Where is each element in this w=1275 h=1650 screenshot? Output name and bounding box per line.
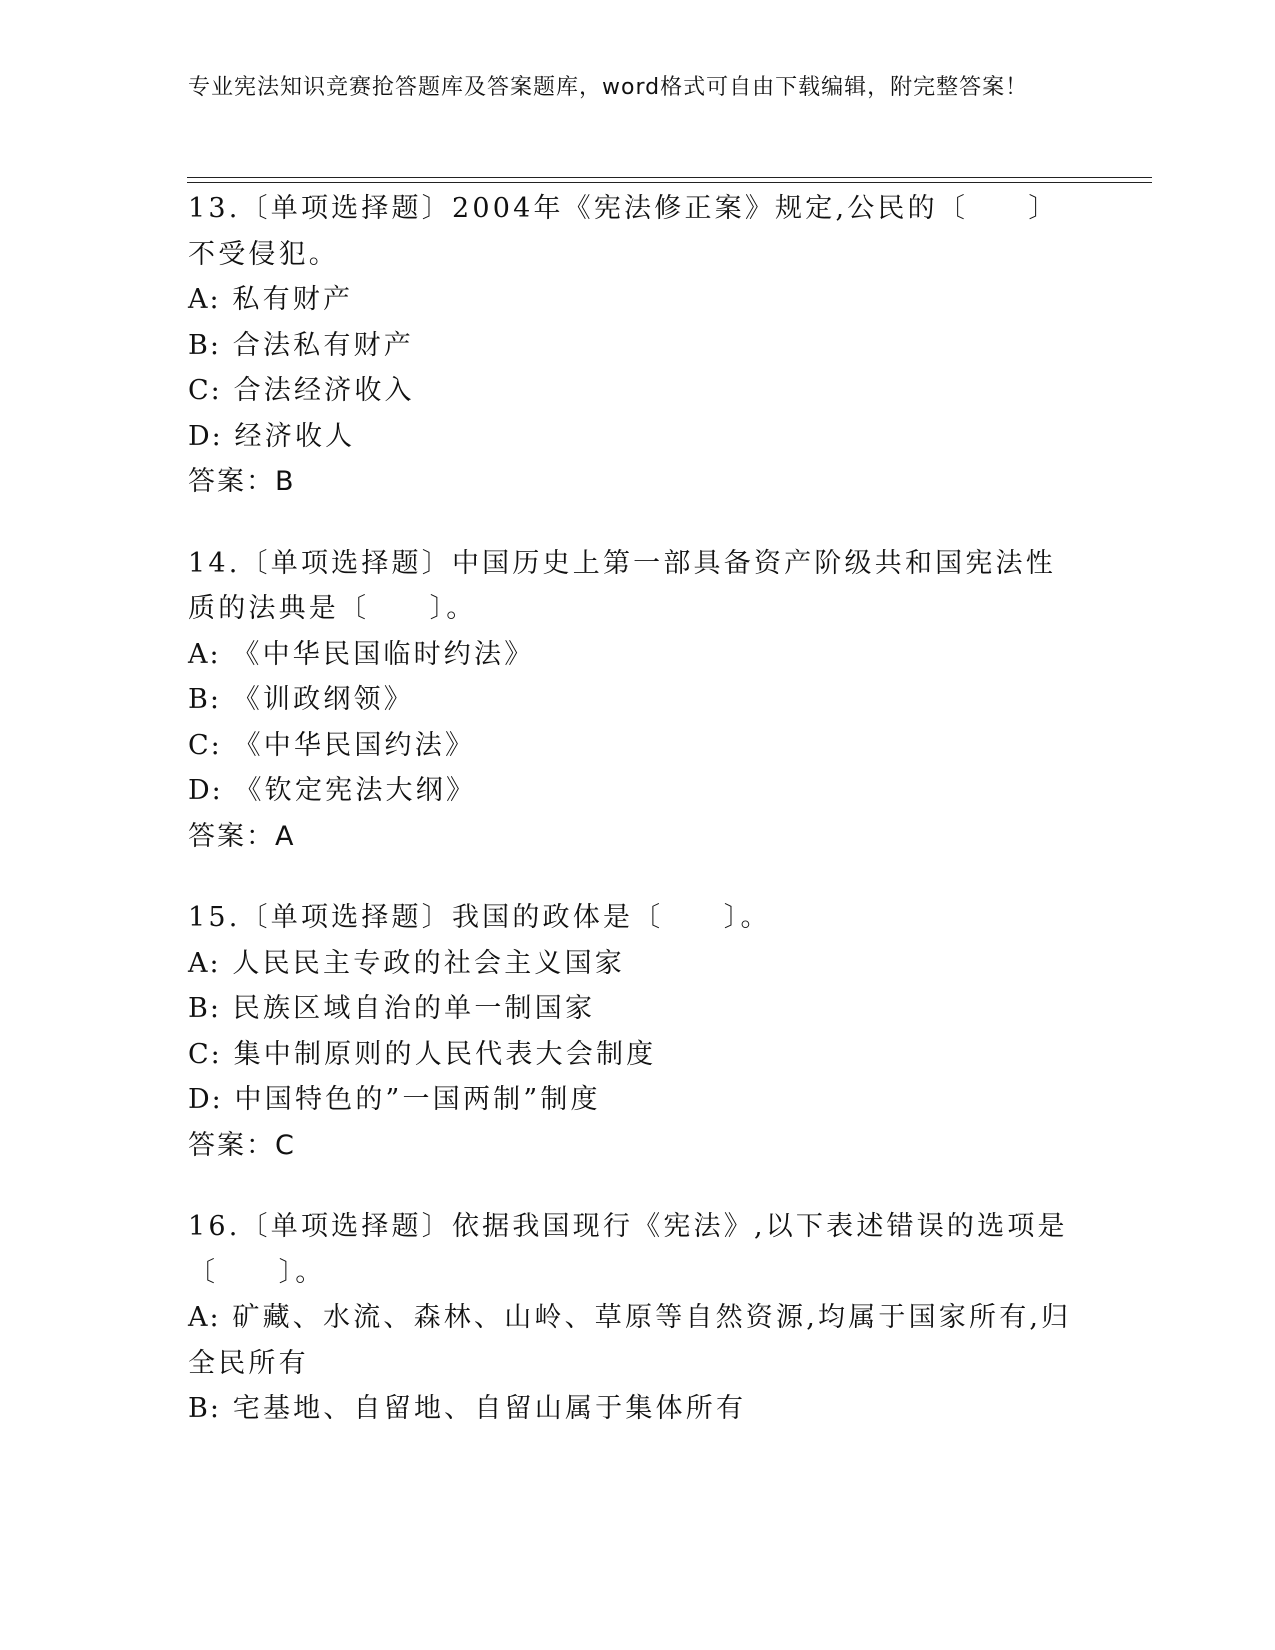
option-label: B: <box>188 1393 221 1424</box>
option-label: D: <box>188 1084 223 1115</box>
option-text: 矿藏、水流、森林、山岭、草原等自然资源,均属于国家所有,归全民所有 <box>188 1302 1072 1379</box>
option-text: 宅基地、自留地、自留山属于集体所有 <box>232 1393 747 1424</box>
option-b <box>188 986 1088 1032</box>
option-label: C: <box>188 375 222 406</box>
option-text: 中国特色的”一国两制”制度 <box>234 1084 601 1115</box>
question-stem: 14.〔单项选择题〕中国历史上第一部具备资产阶级共和国宪法性质的法典是〔 〕。 <box>188 547 1056 624</box>
page-header: 专业宪法知识竞赛抢答题库及答案题库，word格式可自由下载编辑，附完整答案！ <box>188 75 1029 100</box>
question-stem: 15.〔单项选择题〕我国的政体是〔 〕。 <box>188 902 771 933</box>
option-text: 《中华民国约法》 <box>233 729 476 761</box>
option-label: C: <box>188 1038 222 1070</box>
option-text: 经济收人 <box>234 420 356 452</box>
answer-line: 答案：C <box>188 1129 296 1161</box>
option-d <box>188 414 1088 460</box>
question-15 <box>188 895 1088 1168</box>
option-label: C: <box>188 729 222 761</box>
option-text: 《训政纲领》 <box>232 684 414 715</box>
option-label: A: <box>188 284 221 315</box>
question-stem: 16.〔单项选择题〕依据我国现行《宪法》,以下表述错误的选项是〔 〕。 <box>188 1211 1068 1288</box>
option-label: A: <box>188 1302 221 1333</box>
question-list <box>188 186 1088 1468</box>
option-b <box>188 323 1088 369</box>
question-13 <box>188 186 1088 505</box>
option-d <box>188 768 1088 814</box>
question-14 <box>188 541 1088 860</box>
option-a <box>188 1295 1088 1386</box>
header-rule-bottom <box>187 182 1152 183</box>
option-a <box>188 941 1088 987</box>
option-a <box>188 277 1088 323</box>
option-label: B: <box>188 329 221 361</box>
option-d <box>188 1077 1088 1123</box>
option-c <box>188 723 1088 769</box>
option-text: 民族区域自治的单一制国家 <box>232 993 596 1024</box>
option-text: 人民民主专政的社会主义国家 <box>232 947 626 979</box>
option-text: 合法私有财产 <box>232 329 414 361</box>
option-b <box>188 1386 1088 1432</box>
option-label: B: <box>188 993 221 1024</box>
option-label: D: <box>188 775 223 806</box>
option-text: 《中华民国临时约法》 <box>232 638 535 670</box>
option-c <box>188 1032 1088 1078</box>
option-c <box>188 368 1088 414</box>
option-a <box>188 632 1088 678</box>
answer-line: 答案：A <box>188 820 296 852</box>
answer-line: 答案：B <box>188 466 296 497</box>
option-b <box>188 677 1088 723</box>
option-text: 《钦定宪法大纲》 <box>234 775 477 806</box>
option-text: 私有财产 <box>232 284 354 315</box>
option-label: A: <box>188 947 221 979</box>
option-text: 集中制原则的人民代表大会制度 <box>233 1038 657 1070</box>
header-rule-top <box>187 177 1152 178</box>
option-text: 合法经济收入 <box>233 375 415 406</box>
question-stem: 13.〔单项选择题〕2004年《宪法修正案》规定,公民的〔 〕不受侵犯。 <box>188 193 1059 270</box>
option-label: B: <box>188 684 221 715</box>
option-label: A: <box>188 638 221 670</box>
option-label: D: <box>188 420 223 452</box>
question-16 <box>188 1204 1088 1432</box>
